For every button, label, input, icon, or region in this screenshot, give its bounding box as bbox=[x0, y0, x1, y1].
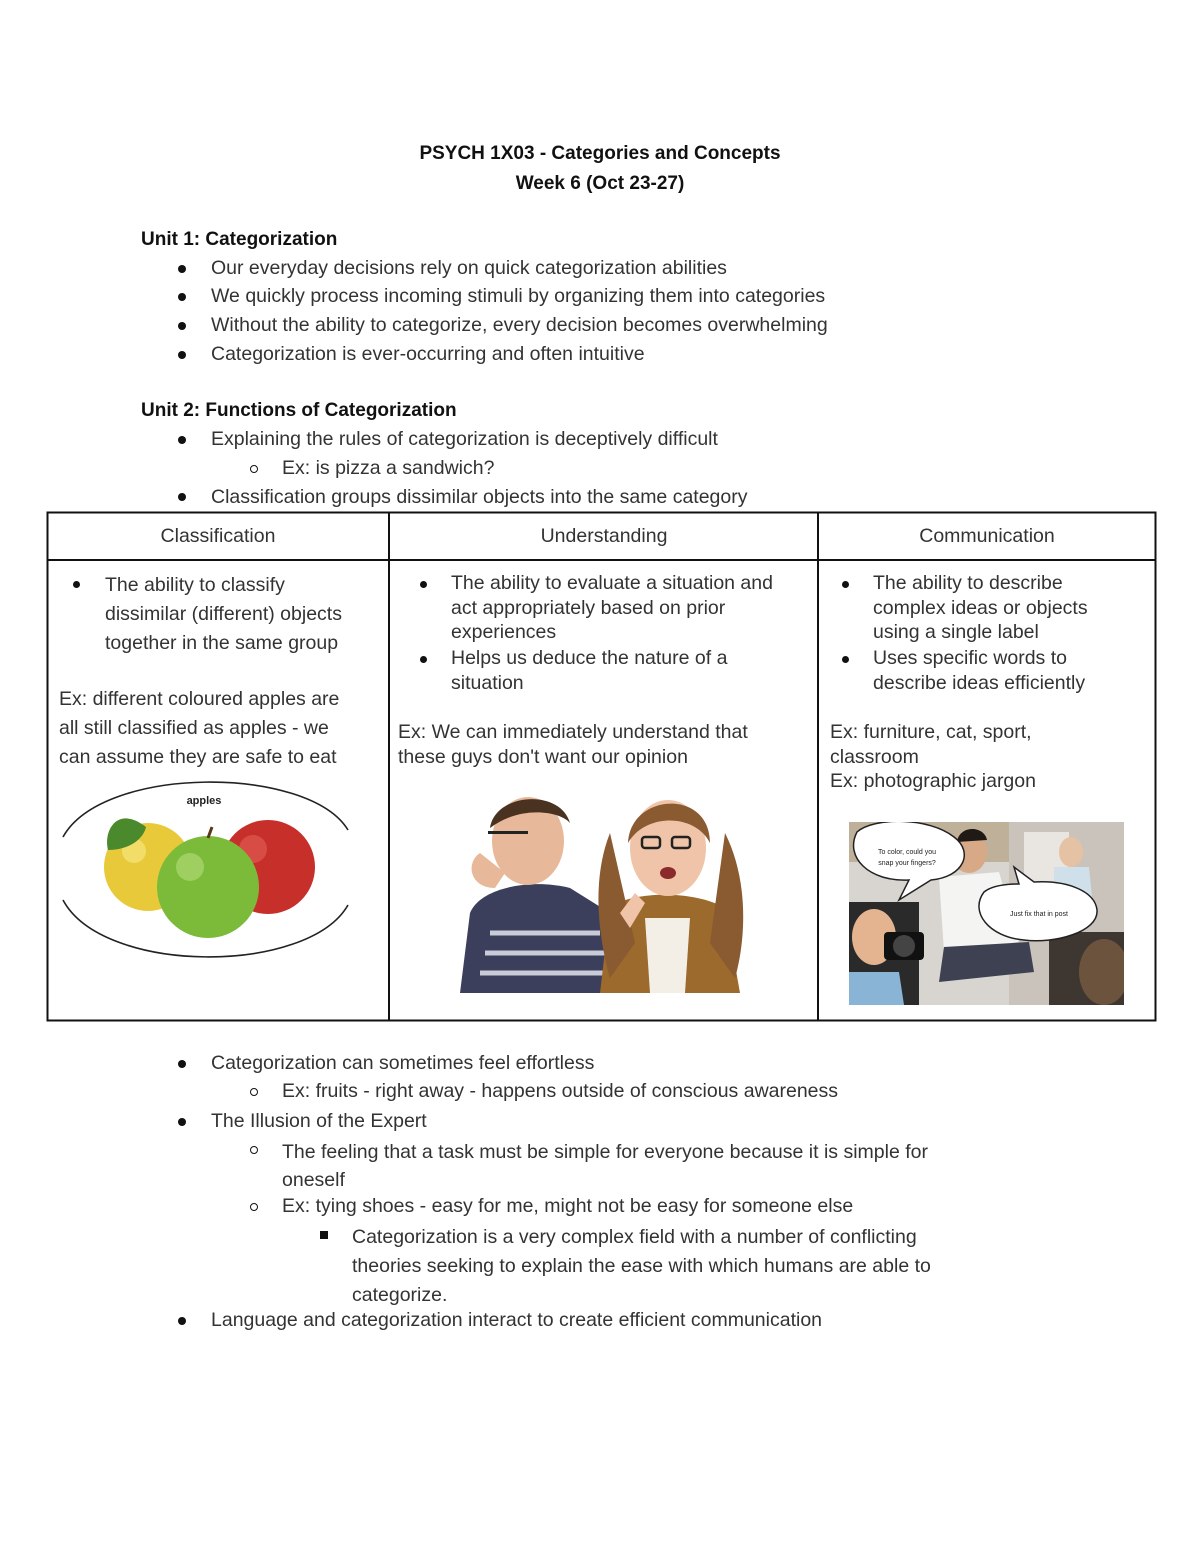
bullet-icon bbox=[73, 581, 80, 588]
unit2-bullet: Explaining the rules of categorization is deceptively difficult bbox=[211, 428, 718, 450]
understanding-example: Ex: We can immediately understand that these guys don't want our opinion bbox=[398, 721, 748, 768]
classification-bullet: The ability to classify dissimilar (different) objects together in the same group bbox=[105, 574, 342, 654]
unit1-bullet: Without the ability to categorize, every decision becomes overwhelming bbox=[211, 314, 828, 336]
illusion-subbullet-2: Ex: tying shoes - easy for me, might not be easy for someone else bbox=[282, 1195, 854, 1217]
communication-example-1: Ex: furniture, cat, sport, classroom bbox=[830, 721, 1032, 768]
illusion-bullet: The Illusion of the Expert bbox=[211, 1110, 427, 1132]
understanding-bullet-2: Helps us deduce the nature of a situation bbox=[451, 647, 728, 694]
classification-example: Ex: different coloured apples are all still classified as apples - we can assume they are safe to eat bbox=[59, 688, 340, 768]
unit2-bullet: Classification groups dissimilar objects into the same category bbox=[211, 486, 748, 508]
bubble-1-line-2: snap your fingers? bbox=[878, 860, 936, 867]
unit2-subbullet: Ex: is pizza a sandwich? bbox=[282, 457, 495, 479]
hollow-bullet-icon bbox=[250, 1203, 258, 1211]
unit1-bullet: Categorization is ever-occurring and often intuitive bbox=[211, 343, 645, 365]
language-bullet: Language and categorization interact to create efficient communication bbox=[211, 1309, 823, 1331]
hollow-bullet-icon bbox=[250, 1146, 258, 1154]
bullet-icon bbox=[842, 656, 849, 663]
table-header-understanding: Understanding bbox=[540, 525, 668, 547]
bubble-1-line-1: To color, could you bbox=[878, 849, 936, 856]
effortless-subbullet: Ex: fruits - right away - happens outside of conscious awareness bbox=[282, 1080, 839, 1102]
bullet-icon bbox=[178, 1118, 186, 1126]
table-header-communication: Communication bbox=[919, 525, 1055, 547]
document-subtitle: Week 6 (Oct 23-27) bbox=[515, 173, 685, 194]
document-title: PSYCH 1X03 - Categories and Concepts bbox=[419, 143, 781, 164]
unit1-heading: Unit 1: Categorization bbox=[141, 229, 338, 250]
understanding-bullet-1: The ability to evaluate a situation and act appropriately based on prior experiences bbox=[451, 572, 773, 643]
square-bullet-icon bbox=[320, 1231, 328, 1239]
unit1-bullet: We quickly process incoming stimuli by organizing them into categories bbox=[211, 285, 826, 307]
illusion-detail: Categorization is a very complex field with a number of conflicting theories seeking to explain the ease with which humans are able to categorize. bbox=[352, 1226, 931, 1306]
bullet-icon bbox=[420, 656, 427, 663]
apples-label: apples bbox=[186, 795, 222, 807]
bullet-icon bbox=[178, 1060, 186, 1068]
unit1-bullet: Our everyday decisions rely on quick categorization abilities bbox=[211, 257, 727, 279]
communication-example-2: Ex: photographic jargon bbox=[830, 770, 1036, 792]
people-photo bbox=[460, 793, 750, 993]
bullet-icon bbox=[178, 1317, 186, 1325]
communication-bullet-1: The ability to describe complex ideas or objects using a single label bbox=[873, 572, 1088, 643]
apples-illustration bbox=[58, 775, 353, 960]
bullet-icon bbox=[842, 581, 849, 588]
effortless-bullet: Categorization can sometimes feel effortless bbox=[211, 1052, 595, 1074]
bubble-2-text: Just fix that in post bbox=[1010, 911, 1068, 918]
bullet-icon bbox=[420, 581, 427, 588]
unit2-heading: Unit 2: Functions of Categorization bbox=[141, 400, 457, 421]
illusion-subbullet-1: The feeling that a task must be simple for everyone because it is simple for oneself bbox=[282, 1141, 928, 1191]
hollow-bullet-icon bbox=[250, 1088, 258, 1096]
communication-bullet-2: Uses specific words to describe ideas efficiently bbox=[873, 647, 1086, 694]
photography-photo bbox=[849, 822, 1124, 1005]
table-header-classification: Classification bbox=[160, 525, 276, 547]
